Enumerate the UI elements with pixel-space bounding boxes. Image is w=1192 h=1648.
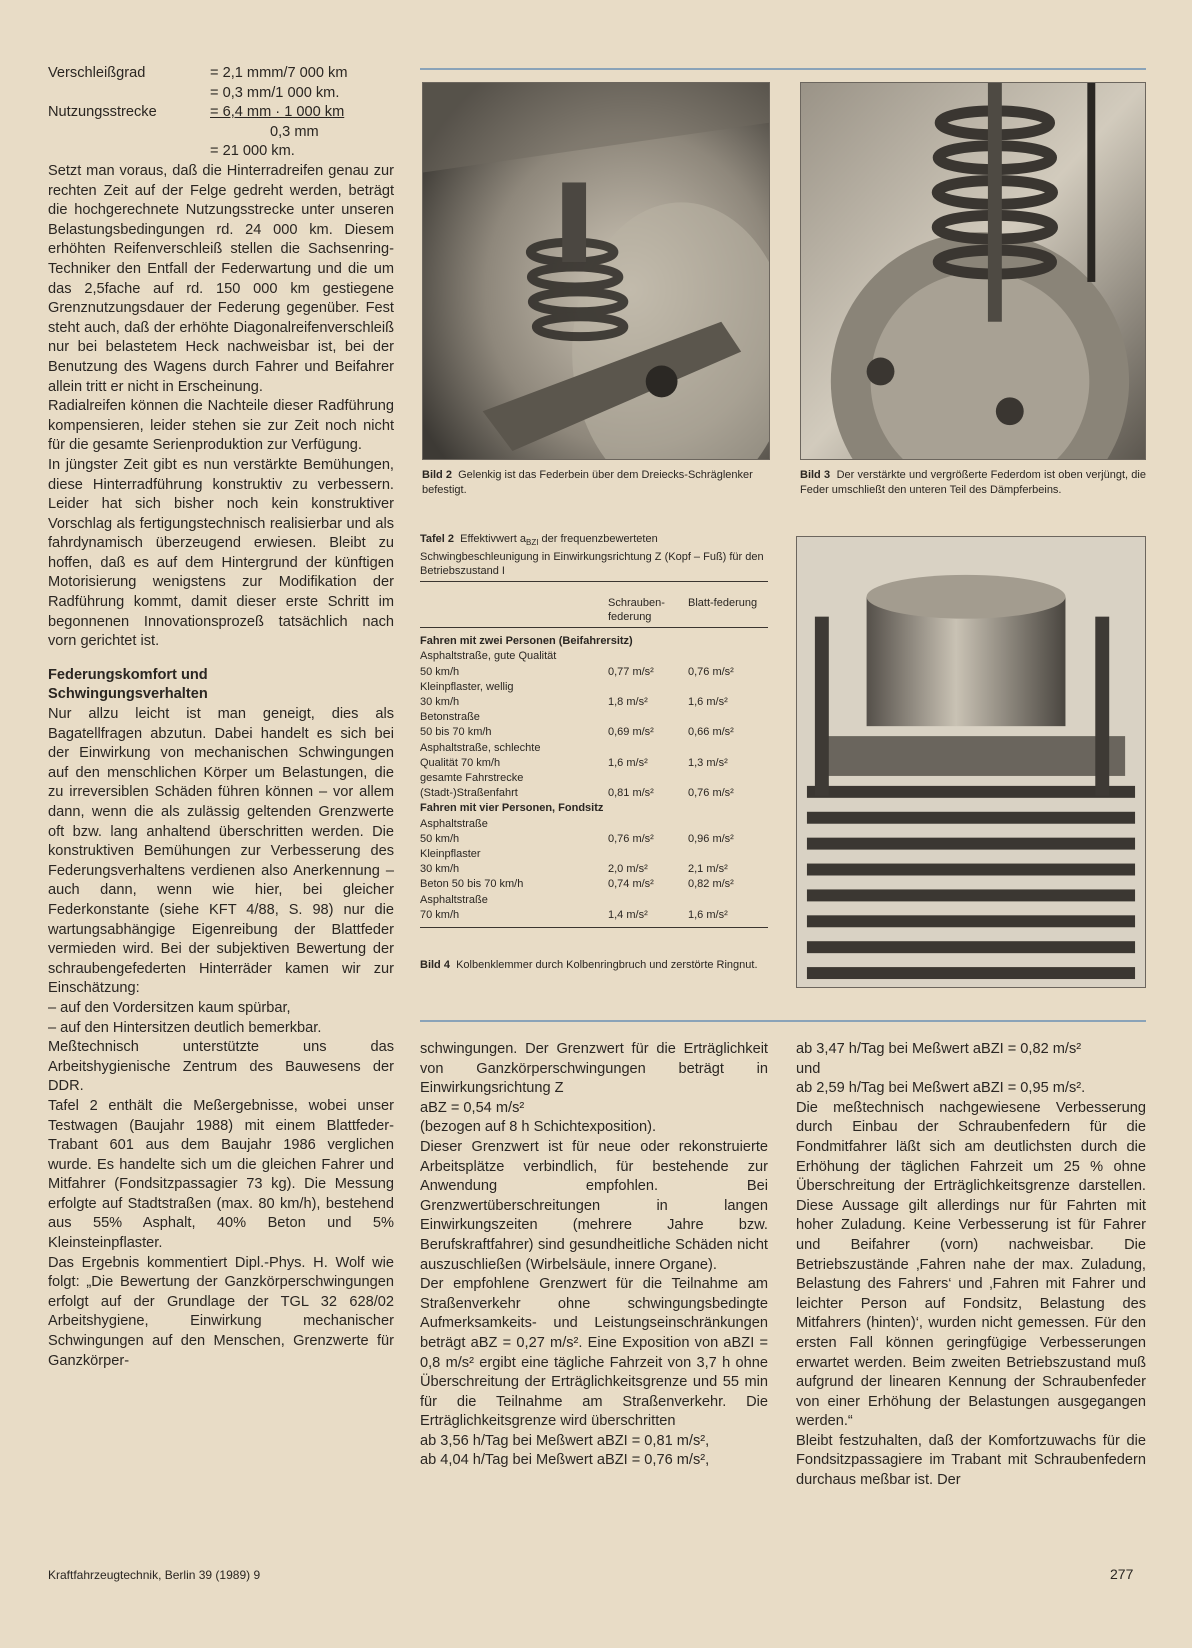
table-cell: 1,3 m/s² [688,756,728,769]
list-item: – auf den Vordersitzen kaum spürbar, [48,999,291,1016]
list-item: – auf den Hintersitzen deutlich bemerkbar. [48,1019,322,1036]
table-row [420,862,768,877]
col1-paragraph-7: Das Ergebnis kommentiert Dipl.-Phys. H. Wolf wie folgt: „Die Bewertung der Ganzkörperschwingungen erfolgt auf der Grundlage der TGL 32 628/02 Arbeitshygiene, Einwirkung mechanischer Schwingungen auf den Menschen, Grenzwerte für Ganzkörper- [48,1254,394,1369]
section-heading [48,666,394,705]
table-cell: Asphaltstraße [420,817,488,830]
col2-line-2: ab 4,04 h/Tag bei Meßwert aBZI = 0,76 m/s², [420,1452,710,1469]
caption-label: Bild 4 [420,959,450,971]
col3-line-2: und [796,1060,821,1077]
wear-label-grade: Verschleißgrad [48,65,146,81]
table-cell: 0,76 m/s² [608,832,654,845]
header-blattfederung: Blatt-federung [688,597,758,610]
caption-bild-2 [422,468,770,498]
column-left [48,162,394,1371]
table-bottom-rule [420,927,768,928]
table-row [420,741,768,756]
wear-value-2a: = 6,4 mm · 1 000 km [210,104,345,121]
table-row [420,710,768,725]
table-cell: Asphaltstraße, schlechte [420,741,541,754]
table-cell: 1,6 m/s² [608,756,648,769]
table-cell: 0,96 m/s² [688,832,734,845]
table-cell: 1,8 m/s² [608,696,648,708]
table-row [420,771,768,786]
table-cell: 0,69 m/s² [608,726,654,739]
caption-bild-3 [800,468,1146,498]
caption-label: Bild 3 [800,469,831,481]
table-cell: gesamte Fahrstrecke [420,772,524,785]
table-caption-sub: BZI [525,538,539,548]
table-cell: Qualität 70 km/h [420,756,501,769]
caption-text: Der verstärkte und vergrößerte Federdom ist oben verjüngt, die Feder umschließt den unteren Teil des Dämpferbeins. [800,469,1146,496]
col2-paragraph-3: Der empfohlene Grenzwert für die Teilnahme am Straßenverkehr ohne schwingungsbedingte Aufmerksamkeits- und Leistungseinschränkungen beträgt aBZ = 0,27 m/s². Eine Exposition von aBZI = 0,8 m/s² ergibt eine tägliche Fahrzeit von 3,7 h ohne Überschreitung der Erträglichkeitsgrenze und 55 min für die Teilnahme am Straßenverkehr. Die Erträglichkeitsgrenze wird überschritten [420,1276,768,1430]
table-cell: 70 km/h [420,908,460,921]
caption-text: Gelenkig ist das Federbein über dem Dreiecks-Schräglenker befestigt. [422,469,753,496]
table-cell: 0,82 m/s² [688,878,734,891]
table-row [420,649,768,664]
table-section-2: Fahren mit vier Personen, Fondsitz [420,802,604,815]
col3-paragraph-2: Bleibt festzuhalten, daß der Komfortzuwachs für die Fondsitzpassagiere im Trabant mit Schraubenfedern durchaus meßbar ist. Der [796,1432,1146,1489]
col1-paragraph-2: Radialreifen können die Nachteile dieser Radführung kompensieren, leider stehen sie zur Zeit noch nicht für die gesamte Serienproduktion zur Verfügung. [48,398,394,454]
heading-line-2: Schwingungsverhalten [48,686,208,703]
table-cell: (Stadt-)Straßenfahrt [420,787,518,800]
col1-paragraph-6: Tafel 2 enthält die Meßergebnisse, wobei unser Testwagen (Baujahr 1988) mit einem Blattfeder-Trabant 601 aus dem Baujahr 1986 verglichen wurde. Es handelte sich um die gleichen Fahrer und Mitfahrer (Fondsitzpassagier 73 kg). Die Messung erfolgte auf Stadtstraßen (max. 80 km/h), bestehend aus 55% Asphalt, 40% Beton und 5% Kleinsteinpflaster. [48,1097,394,1252]
table-cell: Betonstraße [420,711,480,724]
table-caption-text: Effektivwert a [460,533,526,545]
col1-paragraph-3: In jüngster Zeit gibt es nun verstärkte Bemühungen, diese Hinterradführung konstruktiv zu verbessern. Leider hat sich bisher noch kein konstruktiver Vorschlag als fertigungstechnisch realisierbar und als fahrdynamisch überzeugend erwiesen. Bleibt zu hoffen, daß es auf dem Hintergrund der künftigen Motorisierung wenigstens zur Modifikation der Radführung kommt, damit dieser erste Schritt im begonnenen Innovationsprozeß tatsächlich nach vorn gerichtet ist. [48,456,394,650]
page-number: 277 [1110,1566,1134,1582]
wear-calculation [48,64,368,162]
col1-paragraph-5: Meßtechnisch unterstützte uns das Arbeitshygienische Zentrum des Bauwesens der DDR. [48,1039,394,1095]
table-cell: Kleinpflaster, wellig [420,680,514,693]
col3-line-3: ab 2,59 h/Tag bei Meßwert aBZI = 0,95 m/s². [796,1080,1086,1097]
col1-paragraph-4: Nur allzu leicht ist man geneigt, dies als Bagatellfragen abzutun. Dabei handelt es sich bei der Einwirkung von mechanischen Schwingungen auf den menschlichen Körper um Belastungen, die zu irreversiblen Schäden führen können – vor allem dann, wenn die als zulässig geltenden Grenzwerte oft bzw. lang anhaltend überschritten werden. Die konstruktiven Bemühungen zur Verbesserung des Federungsverhaltens verdienen also Anerkennung – auch dann, wenn wie hier, bei gleicher Federkonstante (siehe KFT 4/88, S. 98) nur die wartungsabhängige Eigenreibung der Blattfeder vermieden wird. Bei der subjektiven Bewertung der schraubengefederten Hinterräder kamen wir zur Einschätzung: [48,706,394,997]
top-rule [420,68,1146,70]
table-cell: 1,4 m/s² [608,908,648,921]
table-cell: 50 km/h [420,832,460,845]
table-cell: Kleinpflaster [420,848,481,861]
wear-value-1b: = 0,3 mm/1 000 km. [210,84,340,101]
table-header [420,596,768,628]
table-cell: 50 km/h [420,665,460,678]
wear-value-1a: = 2,1 mmm/7 000 km [210,65,348,81]
col2-line-1: ab 3,56 h/Tag bei Meßwert aBZI = 0,81 m/s², [420,1432,710,1449]
col3-line-1: ab 3,47 h/Tag bei Meßwert aBZI = 0,82 m/s² [796,1041,1082,1057]
column-right [796,1040,1146,1491]
photo-bild-3 [800,82,1146,460]
table-cell: 1,6 m/s² [688,908,728,921]
mid-rule [420,1020,1146,1022]
table-tafel-2 [420,532,768,928]
table-cell: 0,76 m/s² [688,787,734,800]
table-cell: 30 km/h [420,696,460,708]
table-section-1: Fahren mit zwei Personen (Beifahrersitz) [420,635,633,648]
table-row [420,786,768,801]
wear-value-2b: 0,3 mm [270,123,319,140]
col1-paragraph-1: Setzt man voraus, daß die Hinterradreifen genau zur rechten Zeit auf der Felge gedreht werden, beträgt die hochgerechnete Nutzungsstrecke unter unseren Belastungsbedingungen rd. 24 000 km. Diesem erhöhten Reifenverschleiß stellen die Sachsenring-Techniker den Entfall der Federwartung und die um das 2,5fache auf rd. 150 000 km gestiegene Grenznutzungsdauer der Federung gegenüber. Fest steht auch, daß der erhöhte Diagonalreifenverschleiß nur bei belastetem Heck nachweisbar ist, bei der Benutzung des Wagens durch Fahrer und Beifahrer allein tritt er nicht in Erscheinung. [48,163,394,395]
column-middle [420,1040,768,1471]
col2-formula-1: aBZ = 0,54 m/s² [420,1099,525,1116]
table-cell: 50 bis 70 km/h [420,726,492,739]
photo-bild-4 [796,536,1146,988]
col3-paragraph-1: Die meßtechnisch nachgewiesene Verbesserung durch Einbau der Schraubenfedern für die Fondmitfahrer läßt sich am deutlichsten durch die Erhöhung der täglichen Fahrzeit um 25 % ohne Überschreitung der Erträglichkeitsgrenze darstellen. Diese Aussage gilt allerdings nur für Fahrten mit hoher Zuladung. Keine Verbesserung ist für Fahrer und Beifahrer (vorn) nachweisbar. Die Betriebszustände ‚Fahren nahe der max. Zuladung, Belastung des Fahrers‘ und ‚Fahren mit Fahrer und leichter Person auf Fondsitz, Belastung des Mitfahrers (hinten)‘, wurden nicht gemessen. Für den ersten Fall können geringfügige Verbesserungen erwartet werden. Beim zweiten Betriebszustand muß aufgrund der linearen Kennung der Schraubenfeder von einer Erhöhung der Belastungen ausgegangen werden.“ [796,1099,1146,1430]
table-cell: Beton 50 bis 70 km/h [420,878,524,891]
table-cell: 0,74 m/s² [608,878,654,891]
caption-label: Bild 2 [422,469,452,481]
table-row [420,665,768,680]
journal-footer: Kraftfahrzeugtechnik, Berlin 39 (1989) 9 [48,1568,261,1582]
table-caption-label: Tafel 2 [420,533,455,545]
wear-label-distance: Nutzungsstrecke [48,104,157,121]
table-row [420,756,768,771]
table-cell: 0,81 m/s² [608,787,654,800]
table-cell: 0,66 m/s² [688,726,734,739]
table-row [420,847,768,862]
table-row [420,908,768,923]
wear-value-2c: = 21 000 km. [210,143,295,160]
table-cell: 30 km/h [420,863,460,876]
table-cell: Asphaltstraße [420,893,488,906]
heading-line-1: Federungskomfort und [48,666,208,683]
table-row [420,893,768,908]
table-caption [420,532,768,582]
table-row [420,817,768,832]
table-row [420,680,768,695]
header-schraubenfederung: Schrauben-federung [608,597,665,624]
table-cell: 0,76 m/s² [688,665,734,678]
table-row [420,695,768,710]
col2-paragraph-2: Dieser Grenzwert ist für neue oder rekonstruierte Arbeitsplätze verbindlich, für bestehende zur Anwendung empfohlen. Bei Grenzwertüberschreitungen in langen Einwirkungszeiten (mehrere Jahre bzw. Berufskraftfahrer) sind gesundheitliche Schäden nicht auszuschließen (Wirbelsäule, innere Organe). [420,1138,768,1273]
caption-bild-4 [420,958,768,973]
table-row [420,832,768,847]
table-cell: Asphaltstraße, gute Qualität [420,650,557,663]
table-cell: 1,6 m/s² [688,696,728,708]
table-row [420,877,768,892]
table-cell: 2,0 m/s² [608,863,648,876]
col2-formula-2: (bezogen auf 8 h Schichtexposition). [420,1119,657,1136]
table-caption-rest: der frequenzbewerteten Schwingbeschleunigung in Einwirkungsrichtung Z (Kopf – Fuß) für den Betriebszustand I [420,533,764,578]
table-cell: 2,1 m/s² [688,863,728,876]
table-cell: 0,77 m/s² [608,665,654,678]
col2-paragraph-1: schwingungen. Der Grenzwert für die Erträglichkeit von Ganzkörperschwingungen beträgt in Einwirkungsrichtung Z [420,1041,768,1097]
table-row [420,725,768,740]
caption-text: Kolbenklemmer durch Kolbenringbruch und zerstörte Ringnut. [456,959,758,971]
photo-bild-2 [422,82,770,460]
